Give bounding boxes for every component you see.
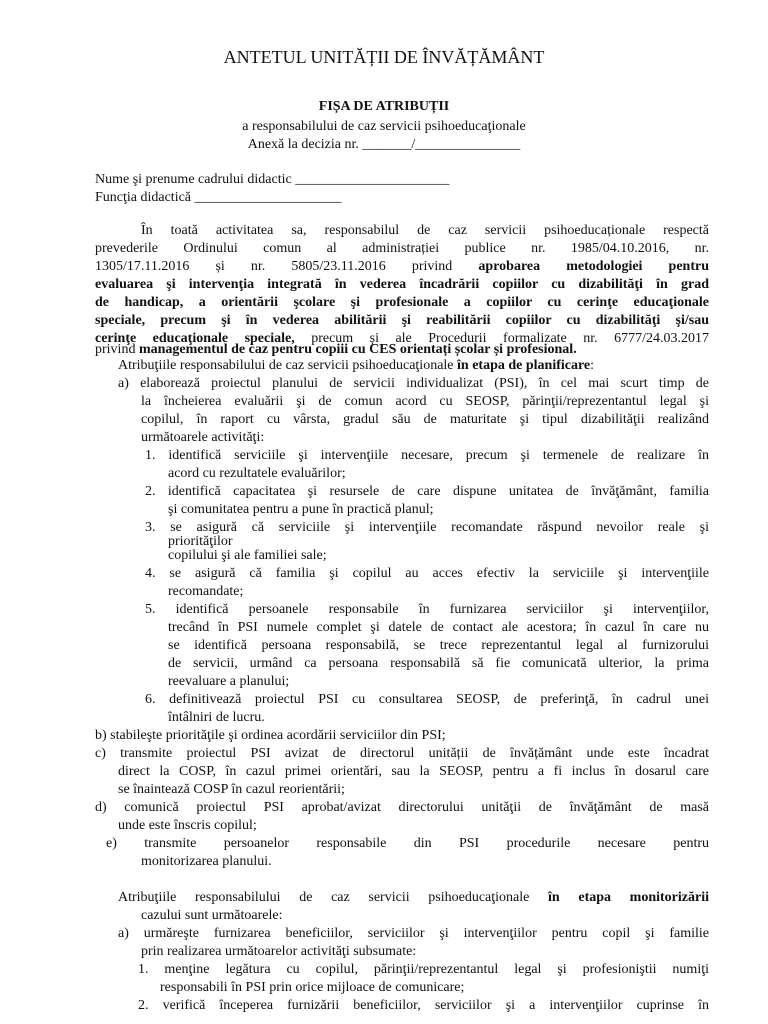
list-item: d) comunică proiectul PSI aprobat/avizat directorului unităţii de învăţământ de masă [95, 800, 709, 815]
list-item: de servicii, urmând ca persoana responsabilă să fie comunicată ulterior, la prima [168, 656, 709, 671]
list-item: următoarele activităţi: [141, 430, 265, 445]
list-item: trecând în PSI numele complet şi datele de contact ale acestora; în cazul în care nu [168, 620, 709, 635]
intro-line: evaluarea şi intervenţia integrată în vederea încadrării copiilor cu dizabilităţi în grad [95, 277, 709, 292]
list-item: şi comunitatea pentru a pune în practică planul; [168, 502, 434, 517]
school-header-title: ANTETUL UNITĂȚII DE ÎNVĂȚĂMÂNT [223, 47, 545, 67]
document-title: FIȘA DE ATRIBUȚII [318, 99, 450, 114]
list-item: 1. menţine legătura cu copilul, părinţii/reprezentantul legal şi profesioniştii numiţi [138, 962, 709, 977]
list-item: b) stabileşte priorităţile şi ordinea acordării serviciilor din PSI; [95, 728, 446, 743]
list-item: se înaintează COSP în cazul reorientării; [118, 782, 345, 797]
list-item: copilul, în raport cu vârsta, gradul său de maturitate şi tipul dizabilităţii realizând [141, 412, 709, 427]
intro-line: privind managementul de caz pentru copiii cu CES orientați școlar și profesional. [95, 342, 577, 357]
list-item: c) transmite proiectul PSI avizat de directorul unității de învățământ unde este încadrat [95, 746, 709, 761]
list-item: unde este înscris copilul; [118, 818, 257, 833]
list-item: responsabili în PSI prin orice mijloace de comunicare; [160, 980, 465, 995]
list-item: acord cu rezultatele evaluărilor; [168, 466, 346, 481]
list-item: 2. verifică începerea furnizării beneficiilor, serviciilor şi a intervenţiilor cuprinse în [138, 998, 709, 1013]
list-item: 4. se asigură că familia şi copilul au acces efectiv la serviciile şi intervenţiile [145, 566, 709, 581]
monitoring-heading: Atribuţiile responsabilului de caz servicii psihoeducaţionale în etapa monitorizării [118, 890, 709, 905]
monitoring-heading: cazului sunt următoarele: [141, 908, 283, 923]
intro-line: cerinţe educaţionale speciale, precum și ale Procedurii formalizate nr. 6777/24.03.2017 [95, 331, 709, 346]
list-item: 1. identifică serviciile şi intervenţiile necesare, precum şi termenele de realizare în [145, 448, 709, 463]
intro-line: de handicap, a orientării şcolare şi profesionale a copiilor cu cerinţe educaţionale [95, 295, 709, 310]
list-item: recomandate; [168, 584, 244, 599]
list-item: 6. definitivează proiectul PSI cu consultarea SEOSP, de preferinţă, în cadrul unei [145, 692, 709, 707]
name-field: Nume şi prenume cadrului didactic ______________________ [95, 172, 450, 187]
list-item: 5. identifică persoanele responsabile în furnizarea serviciilor şi intervenţiilor, [145, 602, 709, 617]
list-item: monitorizarea planului. [141, 854, 272, 869]
intro-line: prevederile Ordinului comun al administrației publice nr. 1985/04.10.2016, nr. [95, 241, 709, 256]
list-item: 2. identifică capacitatea şi resursele de care dispune unitatea de învăţământ, familia [145, 484, 709, 499]
intro-line: În toată activitatea sa, responsabilul de caz servicii psihoeducaționale respectă [141, 223, 709, 238]
planning-heading: Atribuţiile responsabilului de caz servicii psihoeducaţionale în etapa de planificare: [118, 358, 595, 373]
function-field: Funcţia didactică _____________________ [95, 190, 342, 205]
list-item: direct la COSP, în cazul primei orientări, sau la SEOSP, pentru a fi inclus în dosarul care [118, 764, 709, 779]
list-item: a) urmăreşte furnizarea beneficiilor, serviciilor şi intervenţiilor pentru copil şi familie [118, 926, 709, 941]
list-item: copilului şi ale familiei sale; [168, 548, 327, 563]
annex-line: Anexă la decizia nr. _______/_______________ [247, 137, 521, 152]
document-subtitle: a responsabilului de caz servicii psihoeducaţionale [242, 119, 526, 134]
list-item: reevaluare a planului; [168, 674, 290, 689]
list-item: a) elaborează proiectul planului de servicii individualizat (PSI), în cel mai scurt timp de [118, 376, 709, 391]
list-item: se identifică persoana responsabilă, se trece reprezentantul legal al furnizorului [168, 638, 709, 653]
list-item: priorităţilor [168, 534, 233, 549]
intro-line: speciale, precum şi în vederea abilitării şi reabilitării copiilor cu dizabilităţi şi/sau [95, 313, 709, 328]
list-item: e) transmite persoanelor responsabile din PSI procedurile necesare pentru [106, 836, 709, 851]
intro-line: 1305/17.11.2016 și nr. 5805/23.11.2016 privind aprobarea metodologiei pentru [95, 259, 709, 274]
list-item: întâlniri de lucru. [168, 710, 265, 725]
list-item: prin realizarea următoarelor activităţi subsumate: [141, 944, 417, 959]
list-item: 3. se asigură că serviciile şi intervenţiile recomandate răspund nevoilor reale şi [145, 520, 709, 535]
list-item: la încheierea evaluării şi de comun acord cu SEOSP, părinţii/reprezentantul legal şi [141, 394, 709, 409]
